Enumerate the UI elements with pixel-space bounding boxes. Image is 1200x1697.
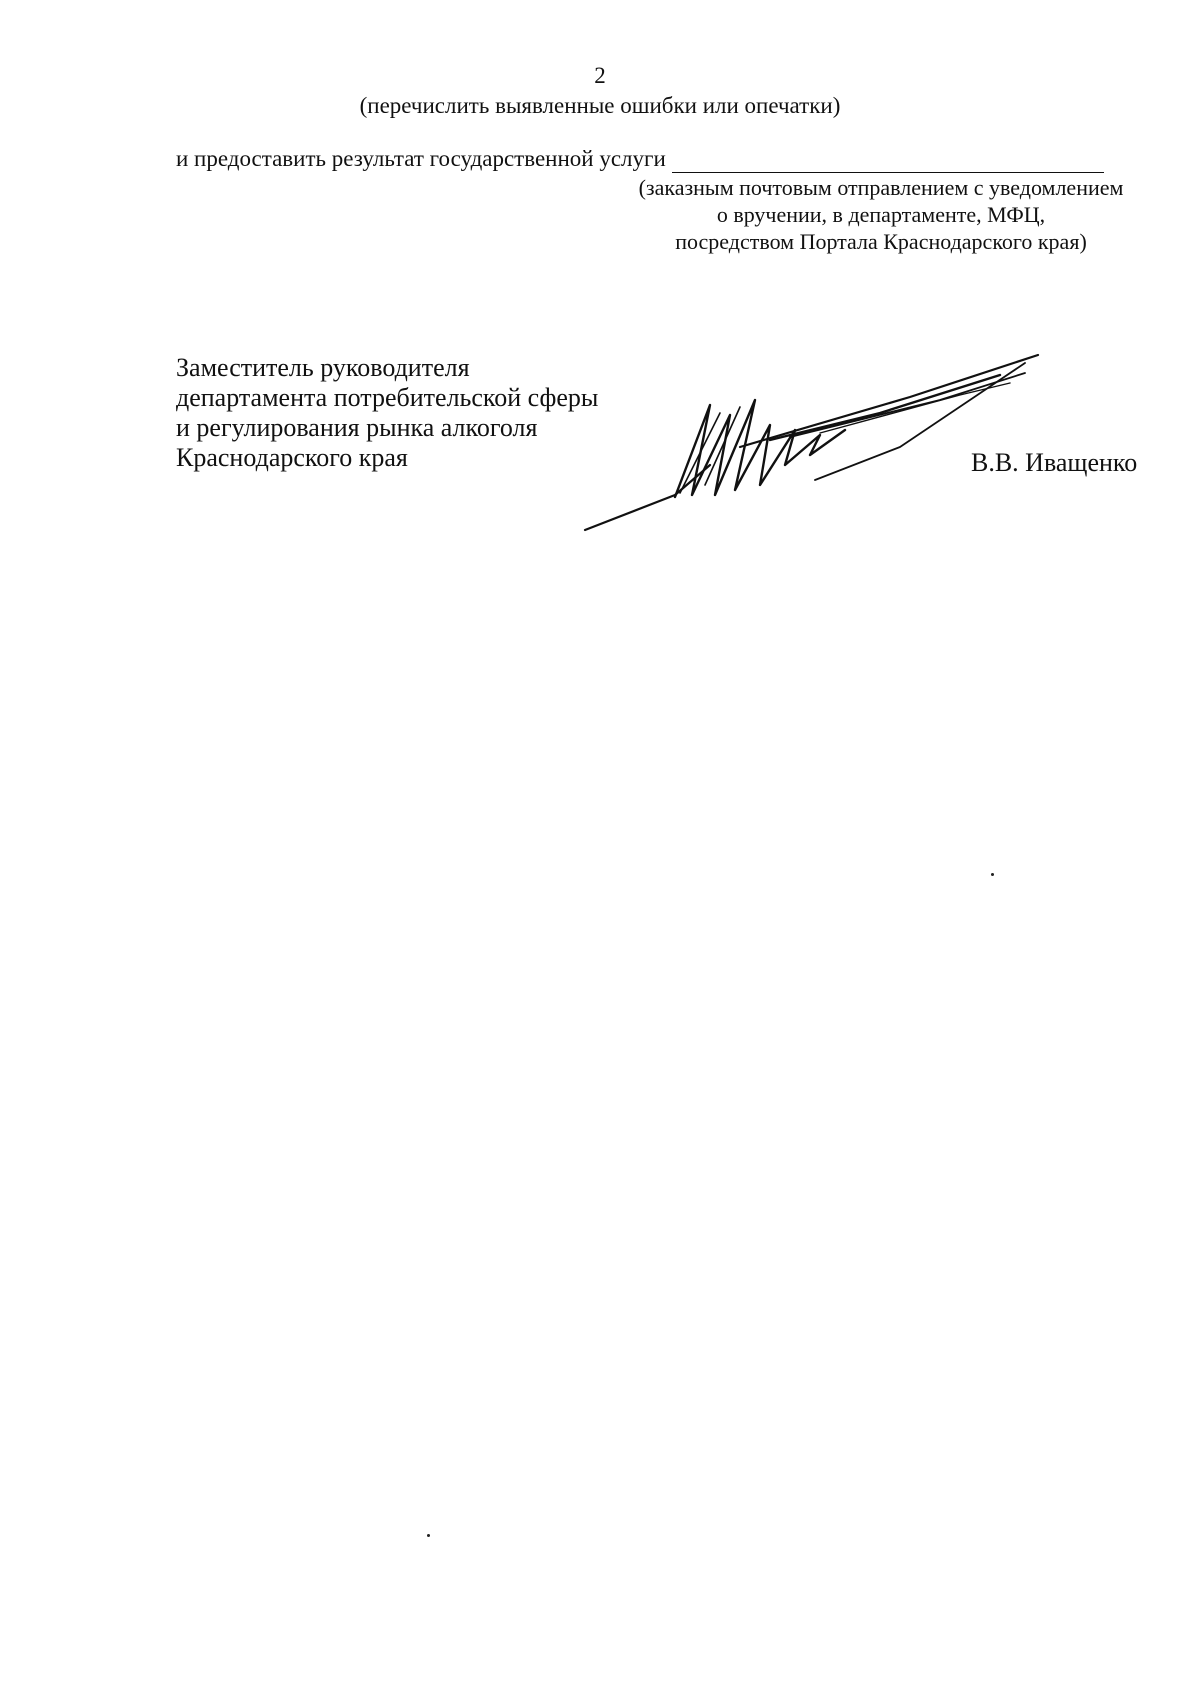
scan-speck xyxy=(991,873,994,876)
delivery-caption-line: (заказным почтовым отправлением с уведомлением xyxy=(638,175,1124,200)
signatory-position xyxy=(176,353,598,473)
result-line xyxy=(176,145,1104,173)
signatory-position-line: Краснодарского края xyxy=(176,443,408,472)
errors-caption: (перечислить выявленные ошибки или опечатки) xyxy=(359,93,841,118)
result-blank-field xyxy=(672,150,1104,173)
handwritten-signature xyxy=(580,345,1080,540)
delivery-caption-line: о вручении, в департаменте, МФЦ, xyxy=(716,202,1046,227)
page-number: 2 xyxy=(594,63,606,88)
scan-speck xyxy=(427,1534,430,1537)
result-line-text: и предоставить результат государственной услуги xyxy=(176,146,666,171)
signatory-position-line: и регулирования рынка алкоголя xyxy=(176,413,538,442)
signatory-position-line: департамента потребительской сферы xyxy=(176,383,599,412)
delivery-caption-line: посредством Портала Краснодарского края) xyxy=(675,229,1087,254)
signatory-position-line: Заместитель руководителя xyxy=(176,353,470,382)
signer-name: В.В. Иващенко xyxy=(971,448,1138,477)
delivery-caption xyxy=(596,174,1166,255)
